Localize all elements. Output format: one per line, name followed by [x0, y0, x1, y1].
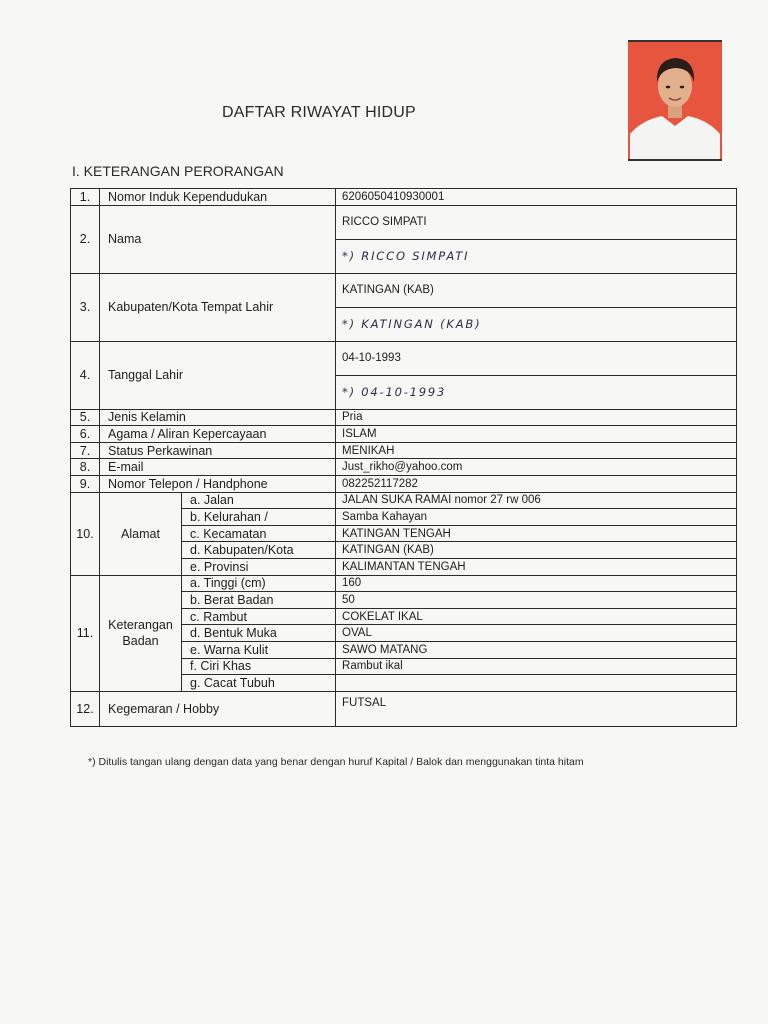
field-value: KATINGAN (KAB) — [336, 542, 737, 559]
table-row — [71, 459, 737, 476]
table-row — [71, 575, 737, 592]
handwritten-value: *) KATINGAN (KAB) — [336, 307, 737, 341]
row-number: 12. — [71, 691, 100, 726]
table-row — [71, 691, 737, 726]
row-number: 11. — [71, 575, 100, 691]
sub-field-label: b. Kelurahan / — [182, 509, 336, 526]
profile-photo — [628, 40, 722, 161]
row-number: 9. — [71, 475, 100, 492]
field-value: FUTSAL — [336, 691, 737, 726]
row-number: 4. — [71, 341, 100, 409]
field-label: Alamat — [100, 492, 182, 575]
row-number: 1. — [71, 189, 100, 206]
row-number: 5. — [71, 409, 100, 426]
section-title: I. KETERANGAN PERORANGAN — [72, 163, 284, 179]
field-value: 082252117282 — [336, 475, 737, 492]
field-label: Jenis Kelamin — [100, 409, 336, 426]
field-value: KALIMANTAN TENGAH — [336, 558, 737, 575]
field-label — [100, 575, 182, 691]
field-label-line: Keterangan — [108, 618, 173, 633]
field-value: 50 — [336, 592, 737, 609]
table-row — [71, 189, 737, 206]
sub-field-label: c. Kecamatan — [182, 525, 336, 542]
handwritten-value: *) RICCO SIMPATI — [336, 239, 737, 273]
field-value: ISLAM — [336, 426, 737, 443]
sub-field-label: d. Bentuk Muka — [182, 625, 336, 642]
field-value: Rambut ikal — [336, 658, 737, 675]
field-label: Agama / Aliran Kepercayaan — [100, 426, 336, 443]
sub-field-label: f. Ciri Khas — [182, 658, 336, 675]
biodata-table — [70, 188, 737, 727]
table-row — [71, 205, 737, 239]
field-label: Nama — [100, 205, 336, 273]
sub-field-label: b. Berat Badan — [182, 592, 336, 609]
sub-field-label: a. Jalan — [182, 492, 336, 509]
field-label: Status Perkawinan — [100, 442, 336, 459]
table-row — [71, 442, 737, 459]
person-portrait-icon — [628, 42, 722, 159]
page-title: DAFTAR RIWAYAT HIDUP — [222, 104, 416, 121]
row-number: 8. — [71, 459, 100, 476]
table-row — [71, 409, 737, 426]
table-row — [71, 492, 737, 509]
row-number: 2. — [71, 205, 100, 273]
field-value — [336, 675, 737, 692]
row-number: 10. — [71, 492, 100, 575]
table-row — [71, 475, 737, 492]
table-row — [71, 426, 737, 443]
handwritten-value: *) 04-10-1993 — [336, 375, 737, 409]
field-value: KATINGAN TENGAH — [336, 525, 737, 542]
sub-field-label: g. Cacat Tubuh — [182, 675, 336, 692]
row-number: 7. — [71, 442, 100, 459]
field-value: RICCO SIMPATI — [336, 205, 737, 239]
row-number: 6. — [71, 426, 100, 443]
field-value: JALAN SUKA RAMAI nomor 27 rw 006 — [336, 492, 737, 509]
field-value: 04-10-1993 — [336, 341, 737, 375]
table-row — [71, 341, 737, 375]
field-value: OVAL — [336, 625, 737, 642]
sub-field-label: c. Rambut — [182, 608, 336, 625]
field-label-line: Badan — [122, 634, 159, 649]
field-label: Tanggal Lahir — [100, 341, 336, 409]
field-value: MENIKAH — [336, 442, 737, 459]
field-label: Kabupaten/Kota Tempat Lahir — [100, 273, 336, 341]
field-value: Just_rikho@yahoo.com — [336, 459, 737, 476]
field-value: 160 — [336, 575, 737, 592]
footnote: *) Ditulis tangan ulang dengan data yang benar dengan huruf Kapital / Balok dan menggunakan tinta hitam — [88, 756, 584, 768]
field-value: Samba Kahayan — [336, 509, 737, 526]
field-value: Pria — [336, 409, 737, 426]
field-value: SAWO MATANG — [336, 641, 737, 658]
field-value: COKELAT IKAL — [336, 608, 737, 625]
table-row — [71, 273, 737, 307]
sub-field-label: e. Provinsi — [182, 558, 336, 575]
field-value: 6206050410930001 — [336, 189, 737, 206]
sub-field-label: d. Kabupaten/Kota — [182, 542, 336, 559]
field-label: Nomor Telepon / Handphone — [100, 475, 336, 492]
field-label: E-mail — [100, 459, 336, 476]
row-number: 3. — [71, 273, 100, 341]
sub-field-label: a. Tinggi (cm) — [182, 575, 336, 592]
field-label: Kegemaran / Hobby — [100, 691, 336, 726]
field-value: KATINGAN (KAB) — [336, 273, 737, 307]
sub-field-label: e. Warna Kulit — [182, 641, 336, 658]
field-label: Nomor Induk Kependudukan — [100, 189, 336, 206]
